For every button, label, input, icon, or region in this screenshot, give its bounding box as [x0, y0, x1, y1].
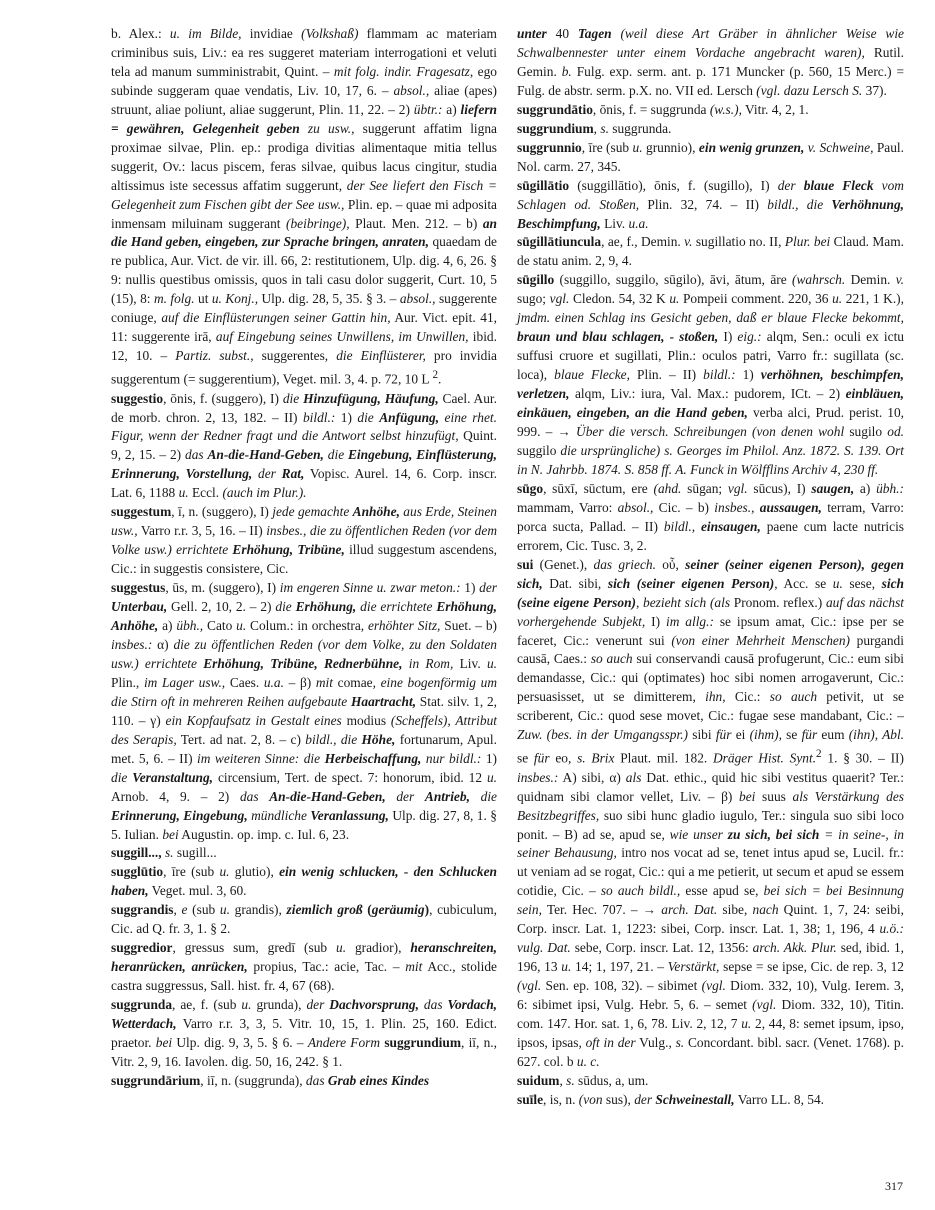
entry-sugillatiuncula: sūgillātiuncula, ae, f., Demin. v. sugillatio no. II, Plur. bei Claud. Mam. de statu anim. 2, 9, 4. — [517, 234, 904, 269]
right-column — [517, 25, 904, 1110]
left-column — [111, 25, 497, 1091]
entry-suile: suīle, is, n. (von sus), der Schweinestall, Varro LL. 8, 54. — [517, 1091, 825, 1107]
entry-sugillatio: sūgillātio (suggillātio), ōnis, f. (sugillo), I) der blaue Fleck vom Schlagen od. Stoßen, Plin. 32, 74. – II) bildl., die Verhöhnung, Beschimpfung, Liv. u.a. — [517, 177, 904, 231]
entry-suggrunda: suggrunda, ae, f. (sub u. grunda), der Dachvorsprung, das Vordach, Wetterdach, Varro r.r. 3, 3, 5. Vitr. 10, 15, 1. Plin. 25, 160. Edict. praetor. bei Ulp. dig. 9, 3, 5. § 6. – Andere Form suggrundium, iī, n., Vitr. 2, 9, 16. Iavolen. dig. 50, 16, 242. § 1. — [111, 997, 498, 1069]
entry-suggrundium: suggrundium, s. suggrunda. — [517, 120, 672, 136]
entry-suggrundarium-cont: unter 40 Tagen (weil diese Art Gräber in ähnlicher Weise wie Schwalbennester unter einem Vordache angebracht waren), Rutil. Gemin. b. Fulg. exp. serm. ant. p. 171 Muncker (p. 560, 15 Merc.) = Fulg. de abstr. serm. p.X. no. VII ed. Lersch (vgl. dazu Lersch S. 37). — [517, 26, 905, 98]
entry-suggestum: suggestum, ī, n. (suggero), I) jede gemachte Anhöhe, aus Erde, Steinen usw., Varro r.r. 3, 5, 16. – II) insbes., die zu öffentlichen Reden (vor dem Volke usw.) errichtete Erhöhung, Tribüne, illud suggestum ascendens, Cic.: in suggestis consistere, Cic. — [111, 504, 498, 577]
entry-suggrunnio: suggrunnio, īre (sub u. grunnio), ein wenig grunzen, v. Schweine, Paul. Nol. carm. 27, 345. — [517, 139, 904, 174]
entry-suidum: suidum, s. sūdus, a, um. — [517, 1072, 649, 1088]
entry-sui: sui (Genet.), das griech. οὗ, seiner (seiner eigenen Person), gegen sich, Dat. sibi, sich (seiner eigenen Person), Acc. se u. sese, sich (seine eigene Person), bezieht sich (als Pronom. reflex.) auf das nächst vorhergehende Subjekt, I) im allg.: se ipsum amat, Cic.: ipse per se faceret, Cic.: venerunt sui (von einer Mehrheit Menschen) purgandi causā, Caes.: so auch sui conservandi causā profugerunt, Cic.: eum sibi demandasse, Cic.: qui (optimates) hoc sibi nomen arrogaverunt, Cic.: persuasisset, ut se dimitterem, ihn, Cic.: so auch petivit, ut se scriberent, Cic.: quod sese movet, Cic.: fugae sese mandabant, Cic.: – Zuw. (bes. in der Umgangsspr.) sibi für ei (ihm), se für eum (ihn), Abl. se für eo, s. Brix Plaut. mil. 182. Dräger Hist. Synt.$^2$ 1. § 30. – II) insbes.: A) sibi, α) als Dat. ethic., quid hic sibi vestitus quaerit? Ter.: quidnam sibi clamor vellet, Liv. – β) bei suus als Verstärkung des Besitzbegriffes, suo sibi hunc gladio iugulo, Ter.: singula suo sibi loco ponit. – B) ad se, apud se, wie unser zu sich, bei sich = in seine-, in seiner Behausung, intro nos vocat ad se, tenet intus apud se, Lucil. fr.: ut veniam ad se rogat, Cic.: qui a me petierit, ut secum et apud se essem cotidie, Cic. – so auch bildl., esse apud se, bei sich = bei Besinnung sein, Ter. Hec. 707. – → arch. Dat. sibe, nach Quint. 1, 7, 24: seibi, Corp. inscr. Lat. 1, 1223: sibei, Corp. inscr. Lat. 1, 38; 1, 196, 4 u.ö.: vulg. Dat. sebe, Corp. inscr. Lat. 12, 1356: arch. Akk. Plur. sed, ibid. 1, 196, 13 u. 14; 1, 197, 21. – Verstärkt, sepse = se ipse, Cic. de rep. 3, 12 (vgl. Sen. ep. 108, 32). – sibimet (vgl. Diom. 332, 10), Vulg. Ierem. 3, 6: sibimet ipsi, Vulg. Hebr. 5, 6. – semet (vgl. Diom. 332, 10), Titin. com. 147. Hor. sat. 1, 6, 78. Liv. 2, 12, 7 u. 2, 44, 8: semet ipsum, ipso, ipsos, ipsas, oft in der Vulg., s. Concordant. bibl. sacr. (Venet. 1768). p. 627. col. b u. c. — [517, 556, 905, 1069]
entry-suggestus: suggestus, ūs, m. (suggero), I) im engeren Sinne u. zwar meton.: 1) der Unterbau, Gell. 2, 10, 2. – 2) die Erhöhung, die errichtete Erhöhung, Anhöhe, a) übh., Cato u. Colum.: in orchestra, erhöhter Sitz, Suet. – b) insbes.: α) die zu öffentlichen Reden (vor dem Volke, zu den Soldaten usw.) errichtete Erhöhung, Tribüne, Rednerbühne, in Rom, Liv. u. Plin., im Lager usw., Caes. u.a. – β) mit comae, eine bogenförmig um die Stirn oft in mehreren Reihen aufgebaute Haartracht, Stat. silv. 1, 2, 110. – γ) ein Kopfaufsatz in Gestalt eines modius (Scheffels), Attribut des Serapis, Tert. ad nat. 2, 8. – c) bildl., die Höhe, fortunarum, Apul. met. 5, 6. – II) im weiteren Sinne: die Herbeischaffung, nur bildl.: 1) die Veranstaltung, circensium, Tert. de spect. 7: honorum, ibid. 12 u. Arnob. 4, 9. – 2) das An-die-Hand-Geben, der Antrieb, die Erinnerung, Eingebung, mündliche Veranlassung, Ulp. dig. 27, 8, 1. § 5. Iulian. bei Augustin. op. imp. c. Iul. 6, 23. — [111, 580, 498, 842]
entry-continuation-suggero: b. Alex.: u. im Bilde, invidiae (Volkshaß) flammam ac materiam criminibus suis, Liv.: ea res suggeret materiam interrogationi et veluti tela ad manum sumministrabit, Quint. – mit folg. indir. Fragesatz, ego subinde suggeram quae vendatis, Liv. 10, 17, 6. – absol., aliae (apes) struunt, aliae poliunt, aliae suggerunt, Plin. 11, 22. – 2) übtr.: a) liefern = gewähren, Gelegenheit geben zu usw., suggerunt affatim ligna proximae silvae, Plin. ep.: prodiga divitias alimentaque mitia tellus suggerit, Ov.: lacus piscem, feras silvae, quibus lacus cingitur, studia altissimus iste secessus affatim suggerunt, der See liefert den Fisch = Gelegenheit zum Fischen gibt der See usw., Plin. ep. – quae mi adposita inmensam miluinam suggerant (beibringe), Plaut. Men. 212. – b) an die Hand geben, eingeben, zur Sprache bringen, anraten, quaedam de re publica, Aur. Vict. de vir. ill. 66, 2: restitutionem, Ulp. dig. 4, 6, 26. § 9: nullis questibus omissis, quos in tali casu dolor suggerit, Curt. 10, 5 (15), 8: m. folg. ut u. Konj., Ulp. dig. 28, 5, 35. § 3. – absol., suggerente coniuge, auf die Einflüsterungen seiner Gattin hin, Aur. Vict. epit. 41, 11: suggerente irā, auf Eingebung seines Unwillens, im Unwillen, ibid. 12, 10. – Partiz. subst., suggerentes, die Einflüsterer, pro invidia suggerentum (= suggerentium), Veget. mil. 3, 4. p. 72, 10 L $^2$. — [111, 26, 498, 387]
page-number: 317 — [885, 1179, 903, 1193]
entry-suggestio: suggestio, ōnis, f. (suggero), I) die Hinzufügung, Häufung, Cael. Aur. de morb. chron. 2, 13, 182. – II) bildl.: 1) die Anfügung, eine rhet. Figur, wenn der Redner fragt und die Antwort selbst hinzufügt, Quint. 9, 2, 15. – 2) das An-die-Hand-Geben, die Eingebung, Einflüsterung, Erinnerung, Vorstellung, der Rat, Vopisc. Aurel. 14, 6. Corp. inscr. Lat. 6, 1188 u. Eccl. (auch im Plur.). — [111, 390, 498, 501]
entry-suggrundatio: suggrundātio, ōnis, f. = suggrunda (w.s.), Vitr. 4, 2, 1. — [517, 101, 809, 117]
entry-sugglutio: sugglūtio, īre (sub u. glutio), ein wenig schlucken, - den Schlucken haben, Veget. mul. 3, 60. — [111, 864, 497, 899]
entry-suggill: suggill..., s. sugill... — [111, 845, 217, 861]
entry-sugo: sūgo, sūxī, sūctum, ere (ahd. sūgan; vgl. sūcus), I) saugen, a) übh.: mammam, Varro: absol., Cic. – b) insbes., aussaugen, terram, Varro: porca sucta, Pallad. – II) bildl., einsaugen, paene cum lacte nutricis errorem, Cic. Tusc. 3, 2. — [517, 480, 905, 553]
entry-suggrundarium-start: suggrundārium, iī, n. (suggrunda), das Grab eines Kindes — [111, 1072, 430, 1088]
entry-suggredior: suggredior, gressus sum, gredī (sub u. gradior), heranschreiten, heranrücken, anrücken, propius, Tac.: acie, Tac. – mit Acc., stolide castra suggressus, Sall. hist. fr. 4, 67 (68). — [111, 940, 497, 994]
entry-sugillo: sūgillo (suggillo, suggilo, sūgilo), āvi, ātum, āre (wahrsch. Demin. v. sugo; vgl. Cledon. 54, 32 K u. Pompeii comment. 220, 36 u. 221, 1 K.), jmdm. einen Schlag ins Gesicht geben, daß er blaue Flecke bekommt, braun und blau schlagen, - stoßen, I) eig.: alqm, Sen.: oculi ex ictu suffusi cruore et sugillati, Plin.: oculos patri, Varro fr.: sugillata (sc. loca), blaue Flecke, Plin. – II) bildl.: 1) verhöhnen, beschimpfen, verletzen, alqm, Liv.: iura, Val. Max.: pudorem, ICt. – 2) einbläuen, einkäuen, eingeben, an die Hand geben, verba alci, Prud. perist. 10, 999. – → Über die versch. Schreibungen (von denen wohl sugilo od. suggilo die ursprüngliche) s. Georges im Philol. Anz. 1872. S. 139. Ort in N. Jahrbb. 1874. S. 858 ff. A. Funck in Wölfflins Archiv 4, 230 ff. — [517, 272, 904, 477]
entry-suggrandis: suggrandis, e (sub u. grandis), ziemlich groß (geräumig), cubiculum, Cic. ad Q. fr. 3, 1. § 2. — [111, 902, 497, 937]
